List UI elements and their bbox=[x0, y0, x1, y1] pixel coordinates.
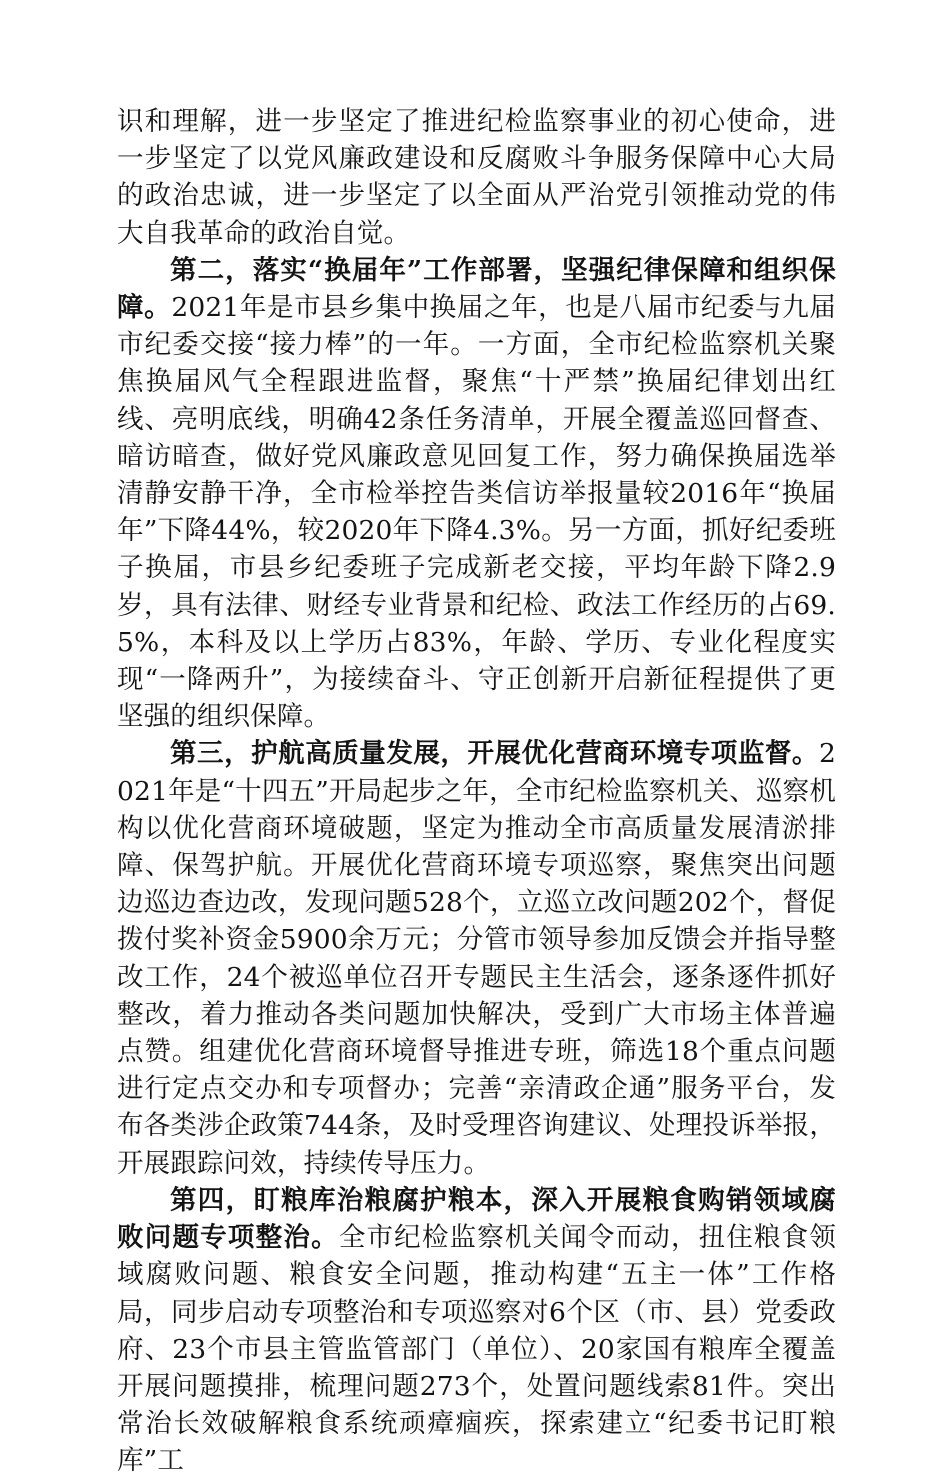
paragraph-3-text: 2021年是“十四五”开局起步之年，全市纪检监察机关、巡察机构以优化营商环境破题，坚定为推动全市高质量发展清淤排障、保驾护航。开展优化营商环境专项巡察，聚焦突出问题边巡边查边改，发现问题528个，立巡立改问题202个，督促拨付奖补资金5900余万元；分管市领导参加反馈会并指导整改工作，24个被巡单位召开专题民主生活会，逐条逐件抓好整改，着力推动各类问题加快解决，受到广大市场主体普遍点赞。组建优化营商环境督导推进专班，筛选18个重点问题进行定点交办和专项督办；完善“亲清政企通”服务平台，发布各类涉企政策744条，及时受理咨询建议、处理投诉举报，开展跟踪问效，持续传导压力。 bbox=[117, 738, 836, 1179]
paragraph-1-text: 识和理解，进一步坚定了推进纪检监察事业的初心使命，进一步坚定了以党风廉政建设和反腐败斗争服务保障中心大局的政治忠诚，进一步坚定了以全面从严治党引领推动党的伟大自我革命的政治自觉。 bbox=[117, 106, 836, 249]
paragraph-2-text: 2021年是市县乡集中换届之年，也是八届市纪委与九届市纪委交接“接力棒”的一年。一方面，全市纪检监察机关聚焦换届风气全程跟进监督，聚焦“十严禁”换届纪律划出红线、亮明底线，明确42条任务清单，开展全覆盖巡回督查、暗访暗查，做好党风廉政意见回复工作，努力确保换届选举清静安静干净，全市检举控告类信访举报量较2016年“换届年”下降44%，较2020年下降4.3%。另一方面，抓好纪委班子换届，市县乡纪委班子完成新老交接，平均年龄下降2.9岁，具有法律、财经专业背景和纪检、政法工作经历的占69.5%，本科及以上学历占83%，年龄、学历、专业化程度实现“一降两升”，为接续奋斗、守正创新开启新征程提供了更坚强的组织保障。 bbox=[117, 292, 837, 733]
paragraph-4-text: 全市纪检监察机关闻令而动，扭住粮食领域腐败问题、粮食安全问题，推动构建“五主一体”工作格局，同步启动专项整治和专项巡察对6个区（市、县）党委政府、23个市县主管监管部门（单位）、20家国有粮库全覆盖开展问题摸排，梳理问题273个，处置问题线索81件。突出常治长效破解粮食系统顽瘴痼疾，探索建立“纪委书记盯粮库”工 bbox=[117, 1222, 836, 1477]
paragraph-3-heading: 第三，护航高质量发展，开展优化营商环境专项监督。 bbox=[170, 738, 819, 770]
paragraph-4-heading: 第四，盯粮库治粮腐护粮本，深入开展粮食购销领域腐败问题专项整治。 bbox=[117, 1184, 836, 1254]
paragraph-1 bbox=[117, 103, 836, 252]
paragraph-4 bbox=[117, 1182, 836, 1480]
paragraph-2 bbox=[117, 252, 836, 736]
paragraph-2-heading: 第二，落实“换届年”工作部署，坚强纪律保障和组织保障。 bbox=[117, 254, 836, 324]
document-body bbox=[117, 103, 836, 1480]
paragraph-3 bbox=[117, 735, 836, 1181]
